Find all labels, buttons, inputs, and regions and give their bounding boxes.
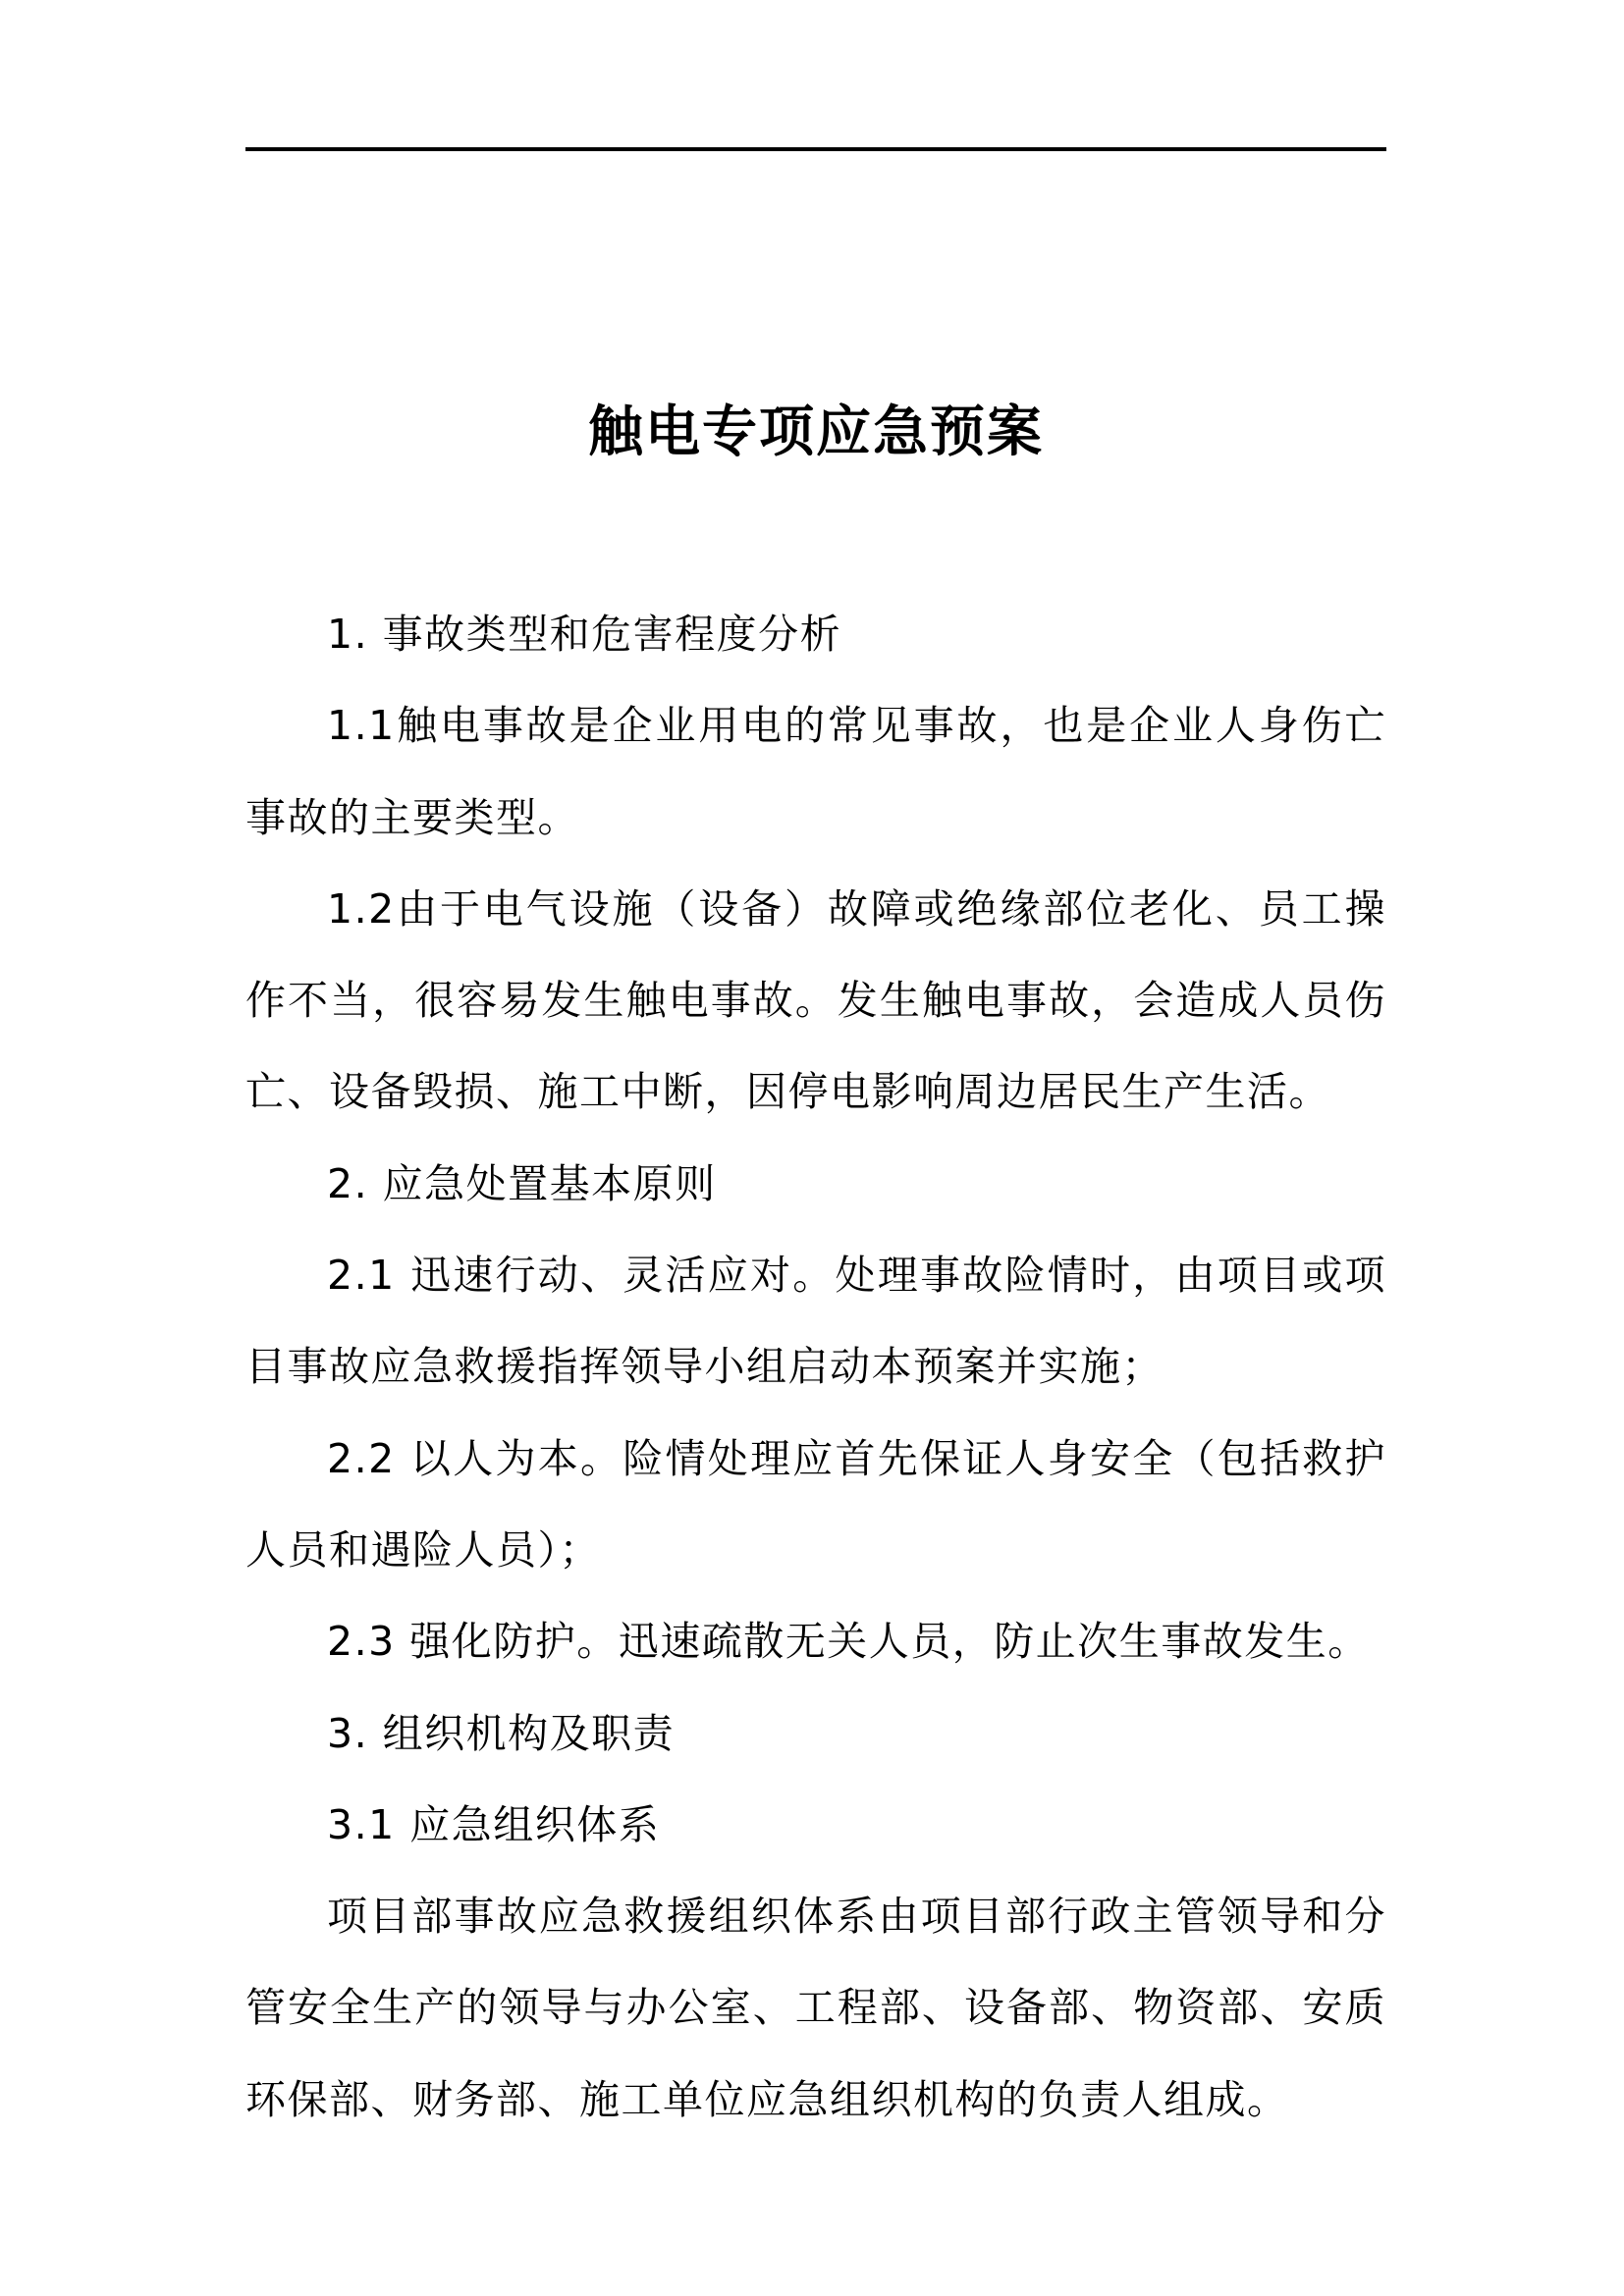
document-title: 触电专项应急预案 [588, 400, 1044, 464]
paragraph-1-2: 1.2由于电气设施（设备）故障或绝缘部位老化、员工操作不当，很容易发生触电事故。发生触电事故，会造成人员伤亡、设备毁损、施工中断，因停电影响周边居民生产生活。 [245, 884, 1386, 1116]
paragraph-2-2: 2.2 以人为本。险情处理应首先保证人身安全（包括救护人员和遇险人员）； [245, 1434, 1386, 1574]
header-rule [245, 147, 1386, 151]
paragraph-1-1: 1.1触电事故是企业用电的常见事故，也是企业人身伤亡事故的主要类型。 [245, 702, 1386, 841]
document-body [245, 589, 1386, 2146]
section-heading-2: 2. 应急处置基本原则 [327, 1159, 717, 1207]
paragraph-2-1: 2.1 迅速行动、灵活应对。处理事故险情时，由项目或项目事故应急救援指挥领导小组启动本预案并实施； [245, 1252, 1386, 1391]
paragraph-2-3: 2.3 强化防护。迅速疏散无关人员，防止次生事故发生。 [327, 1618, 1370, 1666]
section-heading-3: 3. 组织机构及职责 [327, 1709, 676, 1757]
paragraph-3-1: 项目部事故应急救援组织体系由项目部行政主管领导和分管安全生产的领导与办公室、工程部、设备部、物资部、安质环保部、财务部、施工单位应急组织机构的负责人组成。 [245, 1893, 1386, 2123]
section-heading-1: 1. 事故类型和危害程度分析 [327, 611, 842, 658]
subsection-heading-3-1: 3.1 应急组织体系 [327, 1800, 661, 1848]
